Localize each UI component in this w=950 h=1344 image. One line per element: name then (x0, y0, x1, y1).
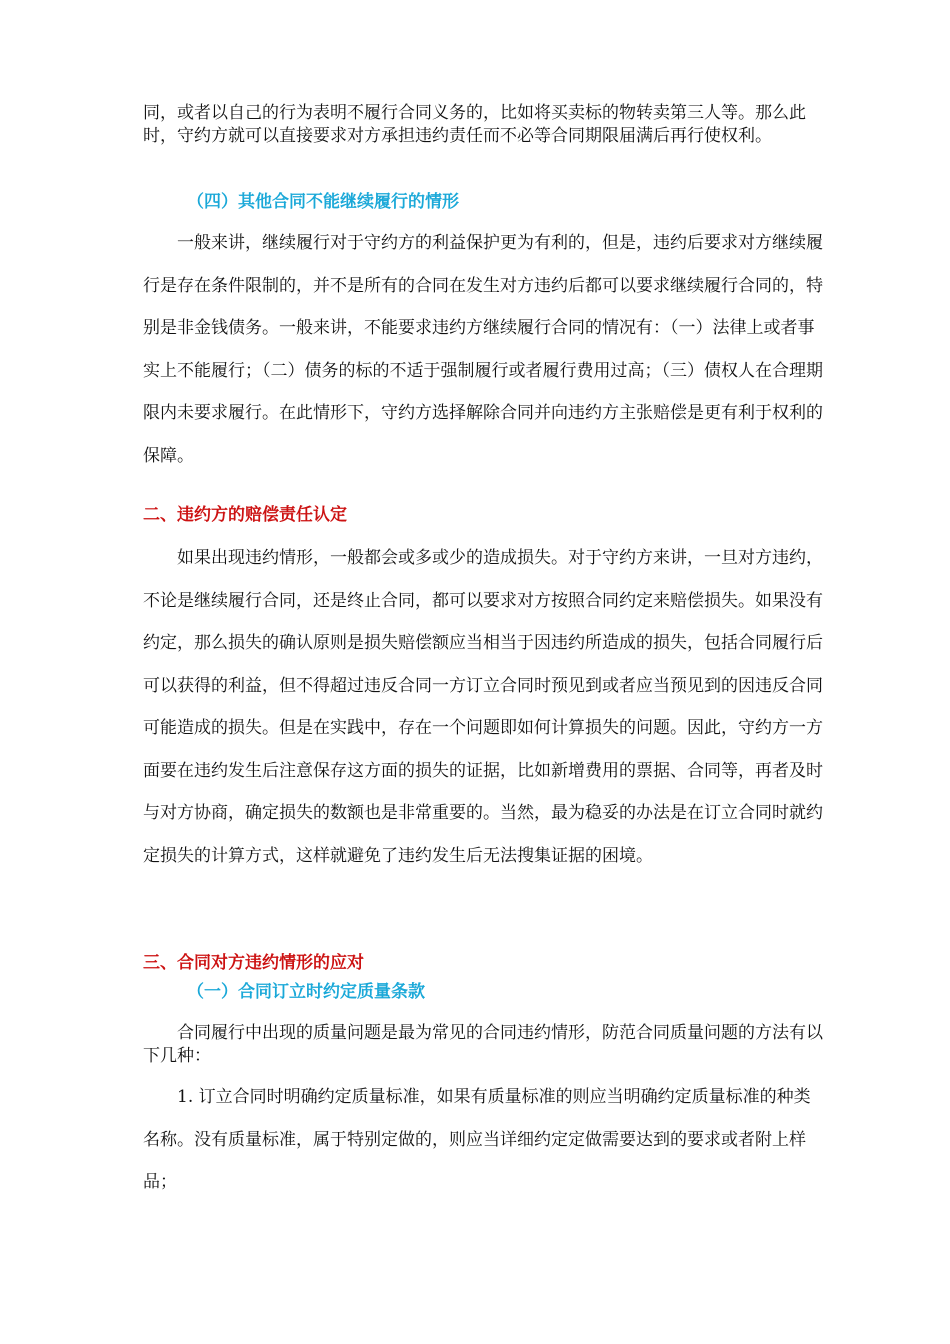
paragraph-continuation: 同，或者以自己的行为表明不履行合同义务的，比如将买卖标的物转卖第三人等。那么此时，守约方就可以直接要求对方承担违约责任而不必等合同期限届满后再行使权利。 (143, 103, 806, 146)
heading-compensation-liability: 二、违约方的赔偿责任认定 (143, 505, 347, 525)
subheading-other-circumstances: （四）其他合同不能继续履行的情形 (187, 192, 459, 212)
paragraph-quality-intro: 合同履行中出现的质量问题是最为常见的合同违约情形，防范合同质量问题的方法有以下几种： (143, 1023, 823, 1066)
paragraph-quality-item-1: 1. 订立合同时明确约定质量标准，如果有质量标准的则应当明确约定质量标准的种类名称。没有质量标准，属于特别定做的，则应当详细约定定做需要达到的要求或者附上样品； (143, 1087, 811, 1192)
subheading-quality-clause: （一）合同订立时约定质量条款 (187, 982, 425, 1002)
paragraph-continued-performance: 一般来讲，继续履行对于守约方的利益保护更为有利的，但是，违约后要求对方继续履行是存在条件限制的，并不是所有的合同在发生对方违约后都可以要求继续履行合同的，特别是非金钱债务。一般来讲，不能要求违约方继续履行合同的情况有：（一）法律上或者事实上不能履行；（二）债务的标的不适于强制履行或者履行费用过高；（三）债权人在合理期限内未要求履行。在此情形下，守约方选择解除合同并向违约方主张赔偿是更有利于权利的保障。 (143, 233, 823, 466)
paragraph-compensation: 如果出现违约情形，一般都会或多或少的造成损失。对于守约方来讲，一旦对方违约，不论是继续履行合同，还是终止合同，都可以要求对方按照合同约定来赔偿损失。如果没有约定，那么损失的确认原则是损失赔偿额应当相当于因违约所造成的损失，包括合同履行后可以获得的利益，但不得超过违反合同一方订立合同时预见到或者应当预见到的因违反合同可能造成的损失。但是在实践中，存在一个问题即如何计算损失的问题。因此，守约方一方面要在违约发生后注意保存这方面的损失的证据，比如新增费用的票据、合同等，再者及时与对方协商，确定损失的数额也是非常重要的。当然，最为稳妥的办法是在订立合同时就约定损失的计算方式，这样就避免了违约发生后无法搜集证据的困境。 (143, 548, 823, 866)
heading-breach-response: 三、合同对方违约情形的应对 (143, 953, 364, 973)
